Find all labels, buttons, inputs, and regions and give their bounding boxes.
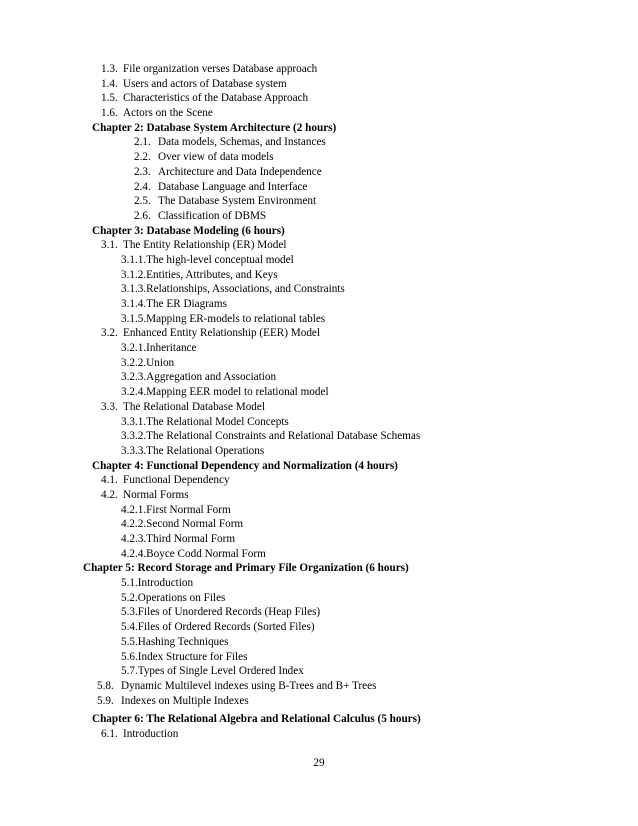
section-title: Index Structure for Files [137, 650, 248, 663]
section-title: The Entity Relationship (ER) Model [123, 239, 287, 252]
toc-entry [0, 194, 638, 209]
toc-entry [0, 341, 638, 356]
section-title: Indexes on Multiple Indexes [121, 694, 249, 707]
toc-entry [0, 253, 638, 268]
section-title: Database Language and Interface [158, 180, 308, 193]
section-number: 4.1. [101, 474, 118, 487]
toc-entry [0, 268, 638, 283]
section-title: Introduction [137, 577, 194, 590]
section-number: 5.9. [97, 694, 114, 707]
section-number: 5.3. [121, 606, 138, 619]
section-number: 3.3. [101, 400, 118, 413]
section-title: Enhanced Entity Relationship (EER) Model [123, 327, 320, 340]
toc-entry [0, 165, 638, 180]
toc-entry [0, 326, 638, 341]
section-number: 1.6. [101, 107, 118, 120]
toc-entry [0, 444, 638, 459]
toc-entry [0, 62, 638, 77]
chapter-title: Chapter 3: Database Modeling (6 hours) [92, 224, 285, 237]
table-of-contents [0, 62, 638, 742]
toc-entry [0, 106, 638, 121]
section-title: Hashing Techniques [137, 635, 229, 648]
page-number: 29 [313, 757, 325, 769]
section-number: 3.3.2. [121, 430, 147, 443]
toc-entry [0, 429, 638, 444]
section-title: The ER Diagrams [146, 298, 227, 310]
toc-entry [0, 679, 638, 694]
section-title: Classification of DBMS [158, 209, 267, 222]
section-title: The high-level conceptual model [146, 253, 294, 266]
section-title: Mapping ER-models to relational tables [146, 312, 326, 325]
section-number: 3.1.2. [121, 268, 147, 281]
section-number: 4.2.3. [121, 533, 147, 545]
section-number: 2.2. [134, 151, 151, 164]
section-number: 3.2. [101, 327, 118, 340]
section-title: Second Normal Form [146, 518, 244, 531]
chapter-heading [0, 712, 638, 727]
toc-entry [0, 385, 638, 400]
chapter-title: Chapter 6: The Relational Algebra and Relational Calculus (5 hours) [92, 713, 421, 726]
chapter-heading [0, 121, 638, 136]
toc-entry [0, 370, 638, 385]
toc-entry [0, 356, 638, 371]
section-title: The Database System Environment [158, 195, 317, 208]
section-number: 1.5. [101, 92, 118, 105]
section-title: Architecture and Data Independence [158, 165, 322, 178]
toc-entry [0, 727, 638, 742]
chapter-heading [0, 459, 638, 474]
section-number: 4.2. [101, 488, 118, 501]
section-number: 3.1.1. [121, 253, 147, 266]
toc-entry [0, 503, 638, 518]
section-title: Functional Dependency [123, 474, 230, 487]
toc-entry [0, 547, 638, 562]
toc-entry [0, 650, 638, 665]
section-title: Over view of data models [158, 151, 274, 164]
section-number: 4.2.1. [121, 503, 147, 516]
section-number: 3.3.3. [121, 444, 147, 457]
chapter-title: Chapter 4: Functional Dependency and Normalization (4 hours) [92, 459, 398, 472]
chapter-heading [0, 224, 638, 239]
section-title: Entities, Attributes, and Keys [146, 268, 278, 281]
toc-entry [0, 517, 638, 532]
section-number: 5.6. [121, 650, 138, 663]
toc-entry [0, 415, 638, 430]
section-number: 4.2.2. [121, 518, 147, 531]
section-title: Inheritance [146, 342, 197, 355]
toc-entry [0, 135, 638, 150]
section-title: Data models, Schemas, and Instances [158, 136, 326, 149]
section-title: Types of Single Level Ordered Index [137, 665, 304, 678]
section-title: The Relational Model Concepts [146, 415, 289, 428]
section-title: Files of Ordered Records (Sorted Files) [137, 621, 315, 634]
section-title: Characteristics of the Database Approach [123, 92, 309, 105]
section-number: 3.2.2. [121, 356, 147, 369]
section-number: 1.4. [101, 77, 118, 90]
section-number: 3.2.4. [121, 386, 147, 399]
section-number: 6.1. [101, 727, 118, 740]
section-number: 3.1.3. [121, 283, 147, 296]
toc-entry [0, 77, 638, 92]
section-number: 3.1. [101, 239, 118, 252]
toc-entry [0, 150, 638, 165]
section-number: 5.4. [121, 621, 138, 634]
toc-entry [0, 488, 638, 503]
section-title: Operations on Files [137, 591, 226, 604]
toc-entry [0, 400, 638, 415]
section-title: Actors on the Scene [123, 107, 213, 120]
section-number: 5.2. [121, 591, 138, 604]
section-title: Union [146, 356, 175, 369]
section-title: Aggregation and Association [146, 371, 277, 384]
section-title: Boyce Codd Normal Form [146, 547, 266, 560]
section-number: 2.4. [134, 180, 151, 193]
toc-entry [0, 532, 638, 547]
toc-entry [0, 312, 638, 327]
section-number: 3.2.3. [121, 371, 147, 384]
section-number: 2.3. [134, 165, 151, 178]
section-title: Files of Unordered Records (Heap Files) [137, 606, 321, 619]
section-number: 2.6. [134, 209, 151, 222]
section-number: 1.3. [101, 63, 118, 75]
section-title: The Relational Database Model [123, 400, 265, 413]
section-title: Normal Forms [123, 488, 189, 501]
toc-entry [0, 576, 638, 591]
toc-entry [0, 591, 638, 606]
section-title: Introduction [123, 727, 179, 740]
section-number: 5.7. [121, 665, 138, 678]
toc-entry [0, 297, 638, 312]
chapter-heading [0, 561, 638, 576]
section-number: 3.1.4. [121, 298, 147, 310]
chapter-title: Chapter 2: Database System Architecture (2 hours) [92, 121, 337, 134]
section-title: Relationships, Associations, and Constraints [146, 283, 345, 296]
chapter-title: Chapter 5: Record Storage and Primary File Organization (6 hours) [83, 562, 409, 575]
section-title: File organization verses Database approach [123, 63, 318, 75]
toc-entry [0, 238, 638, 253]
section-number: 4.2.4. [121, 547, 147, 560]
toc-entry [0, 635, 638, 650]
section-title: Third Normal Form [146, 533, 236, 545]
section-number: 5.5. [121, 635, 138, 648]
toc-entry [0, 664, 638, 679]
section-title: Dynamic Multilevel indexes using B-Trees and B+ Trees [121, 679, 377, 692]
toc-entry [0, 620, 638, 635]
toc-entry [0, 282, 638, 297]
section-number: 5.1. [121, 577, 138, 590]
section-title: Users and actors of Database system [123, 77, 287, 90]
section-number: 2.1. [134, 136, 151, 149]
section-number: 5.8. [97, 679, 114, 692]
section-title: First Normal Form [146, 503, 231, 516]
section-title: The Relational Constraints and Relational Database Schemas [146, 430, 421, 443]
section-number: 3.3.1. [121, 415, 147, 428]
toc-entry [0, 180, 638, 195]
toc-entry [0, 694, 638, 709]
section-title: The Relational Operations [146, 444, 265, 457]
toc-entry [0, 91, 638, 106]
toc-entry [0, 209, 638, 224]
section-number: 2.5. [134, 195, 151, 208]
section-number: 3.2.1. [121, 342, 147, 355]
toc-entry [0, 605, 638, 620]
section-title: Mapping EER model to relational model [146, 386, 329, 399]
section-number: 3.1.5. [121, 312, 147, 325]
toc-entry [0, 473, 638, 488]
